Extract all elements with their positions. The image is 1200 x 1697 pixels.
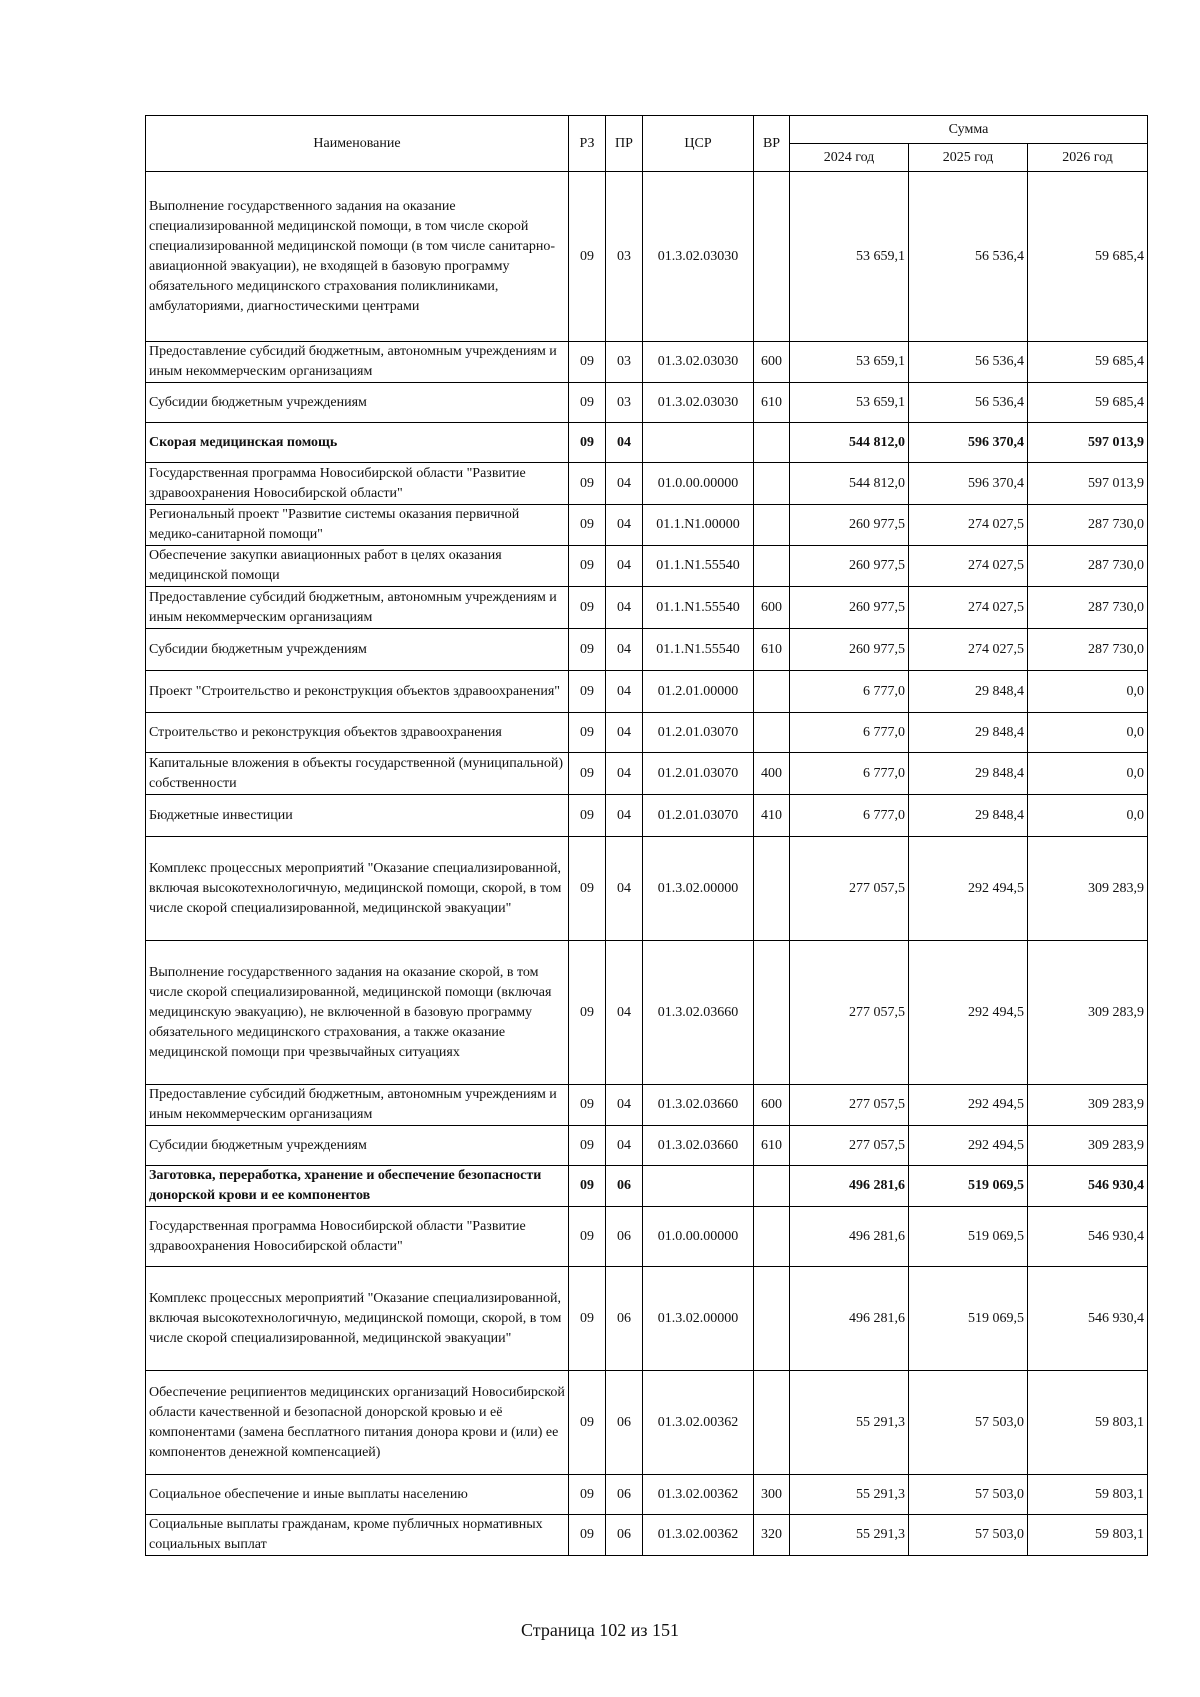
row-rz: 09 — [569, 1371, 606, 1475]
row-vr — [754, 671, 790, 713]
row-sum-2024: 544 812,0 — [790, 423, 909, 463]
row-csr: 01.3.02.03030 — [643, 342, 754, 383]
row-sum-2024: 544 812,0 — [790, 463, 909, 505]
budget-table — [145, 115, 1148, 1556]
row-pr: 04 — [606, 463, 643, 505]
row-pr: 04 — [606, 753, 643, 795]
row-name: Субсидии бюджетным учреждениям — [146, 629, 569, 671]
table-row — [146, 546, 1148, 587]
row-sum-2025: 519 069,5 — [909, 1207, 1028, 1267]
row-vr: 320 — [754, 1515, 790, 1556]
row-rz: 09 — [569, 753, 606, 795]
row-vr — [754, 713, 790, 753]
row-sum-2024: 496 281,6 — [790, 1267, 909, 1371]
row-sum-2026: 287 730,0 — [1028, 546, 1148, 587]
row-name: Субсидии бюджетным учреждениям — [146, 383, 569, 423]
table-row — [146, 1515, 1148, 1556]
table-row — [146, 753, 1148, 795]
row-vr: 410 — [754, 795, 790, 837]
row-pr: 03 — [606, 383, 643, 423]
row-csr: 01.1.N1.00000 — [643, 505, 754, 546]
row-name: Скорая медицинская помощь — [146, 423, 569, 463]
row-csr: 01.3.02.03660 — [643, 941, 754, 1085]
row-sum-2026: 309 283,9 — [1028, 837, 1148, 941]
row-sum-2024: 260 977,5 — [790, 546, 909, 587]
row-csr: 01.1.N1.55540 — [643, 546, 754, 587]
row-sum-2026: 546 930,4 — [1028, 1166, 1148, 1207]
row-pr: 06 — [606, 1207, 643, 1267]
table-row — [146, 1166, 1148, 1207]
row-csr: 01.3.02.03660 — [643, 1126, 754, 1166]
row-sum-2024: 55 291,3 — [790, 1475, 909, 1515]
row-vr: 600 — [754, 342, 790, 383]
row-vr — [754, 172, 790, 342]
row-vr — [754, 837, 790, 941]
row-name: Комплекс процессных мероприятий "Оказание специализированной, включая высокотехнологичную, медицинской помощи, скорой, в том числе скорой специализированной, медицинской эвакуации" — [146, 837, 569, 941]
row-vr: 610 — [754, 629, 790, 671]
row-sum-2025: 57 503,0 — [909, 1515, 1028, 1556]
row-sum-2025: 596 370,4 — [909, 463, 1028, 505]
row-sum-2025: 56 536,4 — [909, 172, 1028, 342]
row-sum-2024: 277 057,5 — [790, 941, 909, 1085]
table-row — [146, 383, 1148, 423]
row-sum-2025: 292 494,5 — [909, 1085, 1028, 1126]
row-csr: 01.3.02.03030 — [643, 172, 754, 342]
row-sum-2026: 309 283,9 — [1028, 1085, 1148, 1126]
row-csr: 01.0.00.00000 — [643, 1207, 754, 1267]
row-pr: 04 — [606, 941, 643, 1085]
table-row — [146, 713, 1148, 753]
row-sum-2026: 0,0 — [1028, 713, 1148, 753]
row-name: Субсидии бюджетным учреждениям — [146, 1126, 569, 1166]
row-name: Предоставление субсидий бюджетным, автономным учреждениям и иным некоммерческим организациям — [146, 587, 569, 629]
row-sum-2025: 29 848,4 — [909, 753, 1028, 795]
row-name: Обеспечение реципиентов медицинских организаций Новосибирской области качественной и безопасной донорской кровью и её компонентами (замена бесплатного питания донора крови и (или) ее компонентов денежной компенсацией) — [146, 1371, 569, 1475]
row-pr: 06 — [606, 1371, 643, 1475]
row-rz: 09 — [569, 463, 606, 505]
row-rz: 09 — [569, 1475, 606, 1515]
row-rz: 09 — [569, 1207, 606, 1267]
row-vr — [754, 423, 790, 463]
row-sum-2025: 596 370,4 — [909, 423, 1028, 463]
table-row — [146, 629, 1148, 671]
row-csr: 01.3.02.03660 — [643, 1085, 754, 1126]
row-name: Обеспечение закупки авиационных работ в целях оказания медицинской помощи — [146, 546, 569, 587]
row-sum-2024: 277 057,5 — [790, 1085, 909, 1126]
row-csr: 01.3.02.00362 — [643, 1475, 754, 1515]
row-pr: 04 — [606, 795, 643, 837]
row-pr: 06 — [606, 1166, 643, 1207]
row-sum-2025: 274 027,5 — [909, 587, 1028, 629]
row-vr: 600 — [754, 1085, 790, 1126]
row-sum-2024: 496 281,6 — [790, 1207, 909, 1267]
row-sum-2024: 6 777,0 — [790, 753, 909, 795]
row-vr: 610 — [754, 383, 790, 423]
row-sum-2025: 274 027,5 — [909, 629, 1028, 671]
row-sum-2025: 292 494,5 — [909, 941, 1028, 1085]
row-rz: 09 — [569, 172, 606, 342]
row-pr: 04 — [606, 505, 643, 546]
row-sum-2026: 59 685,4 — [1028, 383, 1148, 423]
row-sum-2025: 29 848,4 — [909, 671, 1028, 713]
table-row — [146, 837, 1148, 941]
row-sum-2025: 57 503,0 — [909, 1475, 1028, 1515]
row-sum-2024: 55 291,3 — [790, 1515, 909, 1556]
col-header-2026: 2026 год — [1028, 144, 1148, 172]
row-sum-2025: 56 536,4 — [909, 342, 1028, 383]
row-rz: 09 — [569, 795, 606, 837]
row-vr: 400 — [754, 753, 790, 795]
row-sum-2024: 260 977,5 — [790, 629, 909, 671]
row-rz: 09 — [569, 383, 606, 423]
row-sum-2026: 287 730,0 — [1028, 505, 1148, 546]
table-row — [146, 1207, 1148, 1267]
row-sum-2026: 0,0 — [1028, 753, 1148, 795]
row-rz: 09 — [569, 546, 606, 587]
row-sum-2024: 277 057,5 — [790, 1126, 909, 1166]
row-name: Строительство и реконструкция объектов здравоохранения — [146, 713, 569, 753]
table-row — [146, 671, 1148, 713]
row-sum-2026: 309 283,9 — [1028, 941, 1148, 1085]
table-row — [146, 1126, 1148, 1166]
row-csr: 01.2.01.03070 — [643, 753, 754, 795]
row-name: Государственная программа Новосибирской области "Развитие здравоохранения Новосибирской области" — [146, 1207, 569, 1267]
row-rz: 09 — [569, 342, 606, 383]
col-header-2025: 2025 год — [909, 144, 1028, 172]
row-pr: 04 — [606, 1085, 643, 1126]
row-vr: 610 — [754, 1126, 790, 1166]
row-vr — [754, 1207, 790, 1267]
row-pr: 04 — [606, 1126, 643, 1166]
row-sum-2025: 519 069,5 — [909, 1267, 1028, 1371]
row-sum-2024: 6 777,0 — [790, 713, 909, 753]
table-row — [146, 505, 1148, 546]
table-row — [146, 342, 1148, 383]
col-header-pr: ПР — [606, 116, 643, 172]
row-vr — [754, 1267, 790, 1371]
row-name: Комплекс процессных мероприятий "Оказание специализированной, включая высокотехнологичную, медицинской помощи, скорой, в том числе скорой специализированной, медицинской эвакуации" — [146, 1267, 569, 1371]
row-sum-2025: 274 027,5 — [909, 546, 1028, 587]
row-name: Социальное обеспечение и иные выплаты населению — [146, 1475, 569, 1515]
table-row — [146, 1267, 1148, 1371]
row-sum-2025: 56 536,4 — [909, 383, 1028, 423]
row-pr: 04 — [606, 671, 643, 713]
row-name: Капитальные вложения в объекты государственной (муниципальной) собственности — [146, 753, 569, 795]
table-row — [146, 172, 1148, 342]
row-sum-2026: 546 930,4 — [1028, 1267, 1148, 1371]
row-sum-2026: 0,0 — [1028, 795, 1148, 837]
col-header-csr: ЦСР — [643, 116, 754, 172]
row-rz: 09 — [569, 1515, 606, 1556]
col-header-2024: 2024 год — [790, 144, 909, 172]
row-rz: 09 — [569, 1166, 606, 1207]
row-sum-2025: 57 503,0 — [909, 1371, 1028, 1475]
row-csr — [643, 1166, 754, 1207]
row-sum-2025: 519 069,5 — [909, 1166, 1028, 1207]
row-sum-2024: 55 291,3 — [790, 1371, 909, 1475]
row-name: Региональный проект "Развитие системы оказания первичной медико-санитарной помощи" — [146, 505, 569, 546]
row-vr: 300 — [754, 1475, 790, 1515]
row-sum-2026: 287 730,0 — [1028, 629, 1148, 671]
row-csr: 01.1.N1.55540 — [643, 629, 754, 671]
table-row — [146, 587, 1148, 629]
table-row — [146, 1371, 1148, 1475]
col-header-vr: ВР — [754, 116, 790, 172]
row-sum-2024: 53 659,1 — [790, 383, 909, 423]
row-rz: 09 — [569, 423, 606, 463]
row-vr — [754, 941, 790, 1085]
row-rz: 09 — [569, 671, 606, 713]
row-name: Заготовка, переработка, хранение и обеспечение безопасности донорской крови и ее компонентов — [146, 1166, 569, 1207]
row-vr — [754, 546, 790, 587]
row-sum-2024: 277 057,5 — [790, 837, 909, 941]
row-name: Бюджетные инвестиции — [146, 795, 569, 837]
row-sum-2025: 29 848,4 — [909, 713, 1028, 753]
row-csr: 01.3.02.00362 — [643, 1515, 754, 1556]
row-rz: 09 — [569, 713, 606, 753]
row-vr — [754, 463, 790, 505]
row-sum-2024: 496 281,6 — [790, 1166, 909, 1207]
row-sum-2026: 546 930,4 — [1028, 1207, 1148, 1267]
row-pr: 04 — [606, 837, 643, 941]
row-vr — [754, 1371, 790, 1475]
row-csr: 01.3.02.00000 — [643, 837, 754, 941]
row-pr: 03 — [606, 342, 643, 383]
page-number: Страница 102 из 151 — [521, 1620, 679, 1640]
row-sum-2024: 6 777,0 — [790, 795, 909, 837]
col-header-rz: РЗ — [569, 116, 606, 172]
row-pr: 06 — [606, 1515, 643, 1556]
row-sum-2026: 597 013,9 — [1028, 423, 1148, 463]
row-sum-2026: 59 803,1 — [1028, 1475, 1148, 1515]
row-csr: 01.2.01.03070 — [643, 795, 754, 837]
row-pr: 04 — [606, 587, 643, 629]
row-pr: 04 — [606, 713, 643, 753]
row-sum-2026: 59 685,4 — [1028, 342, 1148, 383]
col-header-sum: Сумма — [790, 116, 1148, 144]
row-pr: 04 — [606, 423, 643, 463]
row-sum-2024: 53 659,1 — [790, 172, 909, 342]
row-name: Выполнение государственного задания на оказание скорой, в том числе скорой специализированной, медицинской помощи (включая медицинскую эвакуацию), не включенной в базовую программу обязательного медицинского страхования, а также оказание медицинской помощи при чрезвычайных ситуациях — [146, 941, 569, 1085]
row-sum-2024: 260 977,5 — [790, 505, 909, 546]
row-csr: 01.1.N1.55540 — [643, 587, 754, 629]
row-sum-2025: 274 027,5 — [909, 505, 1028, 546]
table-row — [146, 1085, 1148, 1126]
row-csr: 01.0.00.00000 — [643, 463, 754, 505]
row-sum-2025: 292 494,5 — [909, 837, 1028, 941]
row-vr — [754, 1166, 790, 1207]
row-sum-2026: 59 803,1 — [1028, 1515, 1148, 1556]
row-vr — [754, 505, 790, 546]
row-csr — [643, 423, 754, 463]
col-header-name: Наименование — [146, 116, 569, 172]
row-csr: 01.2.01.00000 — [643, 671, 754, 713]
row-csr: 01.3.02.00000 — [643, 1267, 754, 1371]
row-sum-2024: 6 777,0 — [790, 671, 909, 713]
row-sum-2026: 0,0 — [1028, 671, 1148, 713]
row-rz: 09 — [569, 1126, 606, 1166]
row-pr: 03 — [606, 172, 643, 342]
row-rz: 09 — [569, 941, 606, 1085]
table-row — [146, 795, 1148, 837]
row-pr: 06 — [606, 1475, 643, 1515]
row-name: Государственная программа Новосибирской области "Развитие здравоохранения Новосибирской области" — [146, 463, 569, 505]
table-row — [146, 423, 1148, 463]
row-sum-2024: 260 977,5 — [790, 587, 909, 629]
row-name: Предоставление субсидий бюджетным, автономным учреждениям и иным некоммерческим организациям — [146, 342, 569, 383]
table-body — [146, 172, 1148, 1556]
row-rz: 09 — [569, 1267, 606, 1371]
row-sum-2024: 53 659,1 — [790, 342, 909, 383]
table-row — [146, 941, 1148, 1085]
row-sum-2025: 29 848,4 — [909, 795, 1028, 837]
row-csr: 01.3.02.00362 — [643, 1371, 754, 1475]
row-rz: 09 — [569, 837, 606, 941]
row-name: Социальные выплаты гражданам, кроме публичных нормативных социальных выплат — [146, 1515, 569, 1556]
row-sum-2026: 287 730,0 — [1028, 587, 1148, 629]
row-vr: 600 — [754, 587, 790, 629]
row-sum-2026: 59 685,4 — [1028, 172, 1148, 342]
row-pr: 04 — [606, 629, 643, 671]
row-rz: 09 — [569, 587, 606, 629]
row-name: Предоставление субсидий бюджетным, автономным учреждениям и иным некоммерческим организациям — [146, 1085, 569, 1126]
table-row — [146, 1475, 1148, 1515]
row-sum-2025: 292 494,5 — [909, 1126, 1028, 1166]
row-name: Проект "Строительство и реконструкция объектов здравоохранения" — [146, 671, 569, 713]
row-rz: 09 — [569, 629, 606, 671]
row-rz: 09 — [569, 1085, 606, 1126]
row-sum-2026: 59 803,1 — [1028, 1371, 1148, 1475]
row-name: Выполнение государственного задания на оказание специализированной медицинской помощи, в том числе скорой специализированной медицинской помощи (в том числе санитарно-авиационной эвакуации), не входящей в базовую программу обязательного медицинского страхования поликлиниками, амбулаториями, диагностическими центрами — [146, 172, 569, 342]
row-sum-2026: 309 283,9 — [1028, 1126, 1148, 1166]
table-row — [146, 463, 1148, 505]
row-rz: 09 — [569, 505, 606, 546]
row-pr: 06 — [606, 1267, 643, 1371]
row-sum-2026: 597 013,9 — [1028, 463, 1148, 505]
row-csr: 01.2.01.03070 — [643, 713, 754, 753]
row-csr: 01.3.02.03030 — [643, 383, 754, 423]
row-pr: 04 — [606, 546, 643, 587]
